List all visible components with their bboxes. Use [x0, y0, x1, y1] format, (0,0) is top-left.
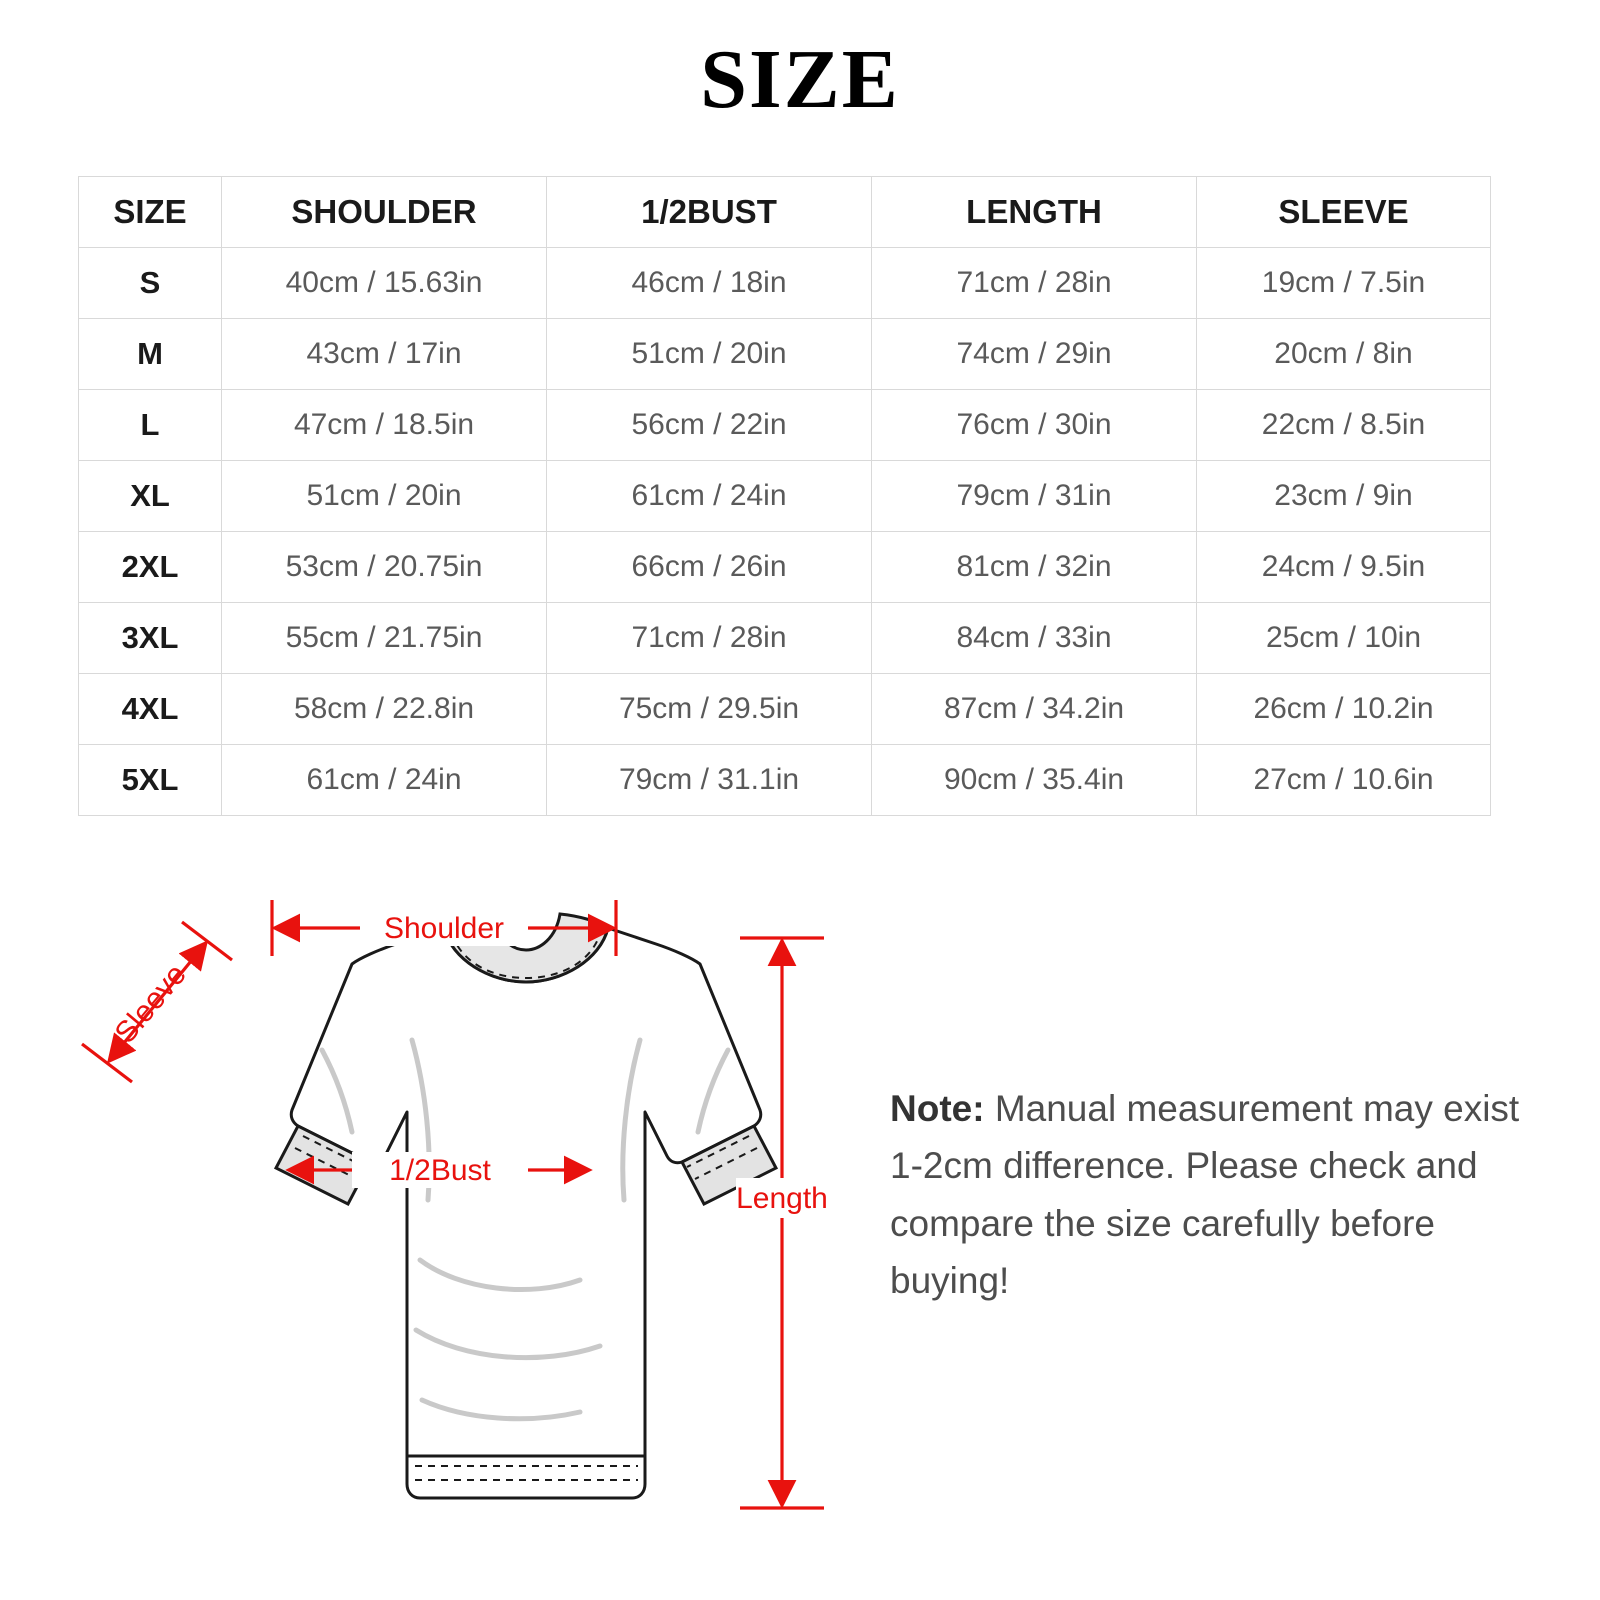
cell-half-bust: 46cm / 18in [547, 248, 872, 319]
cell-shoulder: 47cm / 18.5in [222, 390, 547, 461]
cell-length: 81cm / 32in [872, 532, 1197, 603]
note-body: Manual measurement may exist 1-2cm difference. Please check and compare the size carefully before buying! [890, 1088, 1520, 1302]
cell-sleeve: 26cm / 10.2in [1197, 674, 1491, 745]
cell-shoulder: 58cm / 22.8in [222, 674, 547, 745]
cell-size: 4XL [79, 674, 222, 745]
cell-half-bust: 71cm / 28in [547, 603, 872, 674]
cell-shoulder: 40cm / 15.63in [222, 248, 547, 319]
cell-size: XL [79, 461, 222, 532]
cell-length: 90cm / 35.4in [872, 745, 1197, 816]
cell-length: 71cm / 28in [872, 248, 1197, 319]
cell-half-bust: 56cm / 22in [547, 390, 872, 461]
table-row [79, 319, 1491, 390]
cell-sleeve: 19cm / 7.5in [1197, 248, 1491, 319]
note-text [890, 1080, 1530, 1309]
cell-half-bust: 51cm / 20in [547, 319, 872, 390]
table-header-row [79, 177, 1491, 248]
sleeve-label: Sleeve [108, 958, 193, 1050]
cell-half-bust: 75cm / 29.5in [547, 674, 872, 745]
table-row [79, 674, 1491, 745]
cell-shoulder: 55cm / 21.75in [222, 603, 547, 674]
cell-size: S [79, 248, 222, 319]
cell-length: 76cm / 30in [872, 390, 1197, 461]
cell-sleeve: 24cm / 9.5in [1197, 532, 1491, 603]
column-header-sleeve: SLEEVE [1197, 177, 1491, 248]
page-title: SIZE [700, 33, 900, 126]
tshirt-illustration [276, 914, 776, 1498]
cell-sleeve: 25cm / 10in [1197, 603, 1491, 674]
cell-size: 5XL [79, 745, 222, 816]
table-row [79, 603, 1491, 674]
cell-sleeve: 23cm / 9in [1197, 461, 1491, 532]
note-prefix: Note: [890, 1088, 985, 1129]
column-header-length: LENGTH [872, 177, 1197, 248]
cell-sleeve: 22cm / 8.5in [1197, 390, 1491, 461]
table-row [79, 390, 1491, 461]
sleeve-measure-annotation [82, 922, 232, 1082]
measurement-diagram [60, 860, 860, 1560]
cell-length: 74cm / 29in [872, 319, 1197, 390]
cell-sleeve: 27cm / 10.6in [1197, 745, 1491, 816]
table-row [79, 461, 1491, 532]
table-row [79, 248, 1491, 319]
cell-size: 2XL [79, 532, 222, 603]
column-header-shoulder: SHOULDER [222, 177, 547, 248]
cell-shoulder: 51cm / 20in [222, 461, 547, 532]
size-chart-table [78, 176, 1491, 816]
cell-half-bust: 79cm / 31.1in [547, 745, 872, 816]
column-header-size: SIZE [79, 177, 222, 248]
cell-size: L [79, 390, 222, 461]
half-bust-label: 1/2Bust [389, 1154, 491, 1187]
column-header-half-bust: 1/2BUST [547, 177, 872, 248]
cell-size: 3XL [79, 603, 222, 674]
shoulder-label: Shoulder [383, 912, 505, 945]
cell-size: M [79, 319, 222, 390]
cell-sleeve: 20cm / 8in [1197, 319, 1491, 390]
table-row [79, 745, 1491, 816]
length-measure-annotation [736, 938, 830, 1508]
cell-length: 79cm / 31in [872, 461, 1197, 532]
cell-shoulder: 43cm / 17in [222, 319, 547, 390]
cell-length: 84cm / 33in [872, 603, 1197, 674]
cell-shoulder: 61cm / 24in [222, 745, 547, 816]
cell-shoulder: 53cm / 20.75in [222, 532, 547, 603]
table-row [79, 532, 1491, 603]
cell-half-bust: 61cm / 24in [547, 461, 872, 532]
cell-half-bust: 66cm / 26in [547, 532, 872, 603]
cell-length: 87cm / 34.2in [872, 674, 1197, 745]
length-label: Length [736, 1182, 828, 1215]
